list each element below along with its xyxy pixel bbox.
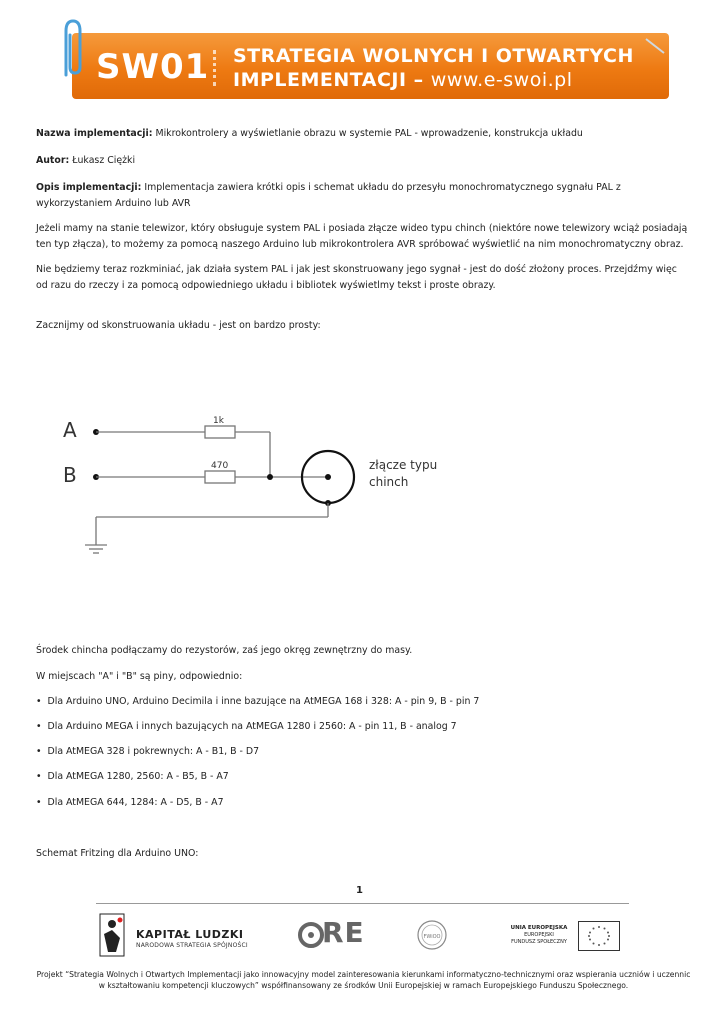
bullet-icon: • <box>36 797 42 808</box>
kapital-ludzki-subtitle: NARODOWA STRATEGIA SPÓJNOŚCI <box>136 942 248 949</box>
footer-divider <box>96 903 629 904</box>
implementation-name <box>36 126 691 142</box>
resistor-470 <box>205 471 235 483</box>
paragraph-skip-theory: Nie będziemy teraz rozkminiać, jak działa system PAL i jak jest skonstruowany jego sygnał - jest do dość złożony proces. Przejdźmy więc od razu do rzeczy i za pomocą odpowiedniego układu i bibliotek wyświetlmy tekst i proste obrazy. <box>36 264 677 291</box>
name-label: Nazwa implementacji: <box>36 128 153 139</box>
description-value: Implementacja zawiera krótki opis i schemat układu do przesyłu monochromatycznego sygnału PAL z wykorzystaniem Arduino lub AVR <box>36 182 621 209</box>
header-site-link[interactable]: www.e-swoi.pl <box>430 69 573 91</box>
resistor-470-label: 470 <box>211 461 229 471</box>
circuit-diagram <box>55 405 455 575</box>
implementation-description <box>36 180 691 212</box>
list-item: • Dla AtMEGA 1280, 2560: A - B5, B - A7 <box>36 771 229 782</box>
paragraph-fritzing: Schemat Fritzing dla Arduino UNO: <box>36 848 199 859</box>
bullet-icon: • <box>36 696 42 707</box>
document-body <box>36 126 691 303</box>
list-item: • Dla Arduino MEGA i innych bazujących na AtMEGA 1280 i 2560: A - pin 11, B - analog 7 <box>36 721 457 732</box>
paragraph-wiring: Środek chincha podłączamy do rezystorów, zaś jego okręg zewnętrzny do masy. <box>36 645 413 656</box>
list-item: • Dla AtMEGA 328 i pokrewnych: A - B1, B - D7 <box>36 746 260 757</box>
author-value: Łukasz Ciężki <box>69 155 136 166</box>
ore-logo-icon <box>298 920 324 950</box>
description-label: Opis implementacji: <box>36 182 142 193</box>
logo-separator <box>213 50 219 86</box>
connector-label-line1: złącze typu <box>369 458 438 472</box>
bullet-icon: • <box>36 771 42 782</box>
chinch-center-node <box>325 474 331 480</box>
ue-title: UNIA EUROPEJSKA <box>510 925 568 931</box>
name-value: Mikrokontrolery a wyświetlanie obrazu w systemie PAL - wprowadzenie, konstrukcja układu <box>152 128 583 139</box>
header-title-line1: STRATEGIA WOLNYCH I OTWARTYCH <box>233 45 634 67</box>
list-item: • Dla AtMEGA 644, 1284: A - D5, B - A7 <box>36 797 224 808</box>
fwioo-seal-icon <box>416 918 448 952</box>
swoi-logo: SW01 <box>96 47 210 87</box>
author <box>36 153 691 169</box>
kapital-ludzki-title: KAPITAŁ LUDZKI <box>136 928 244 941</box>
header-title-dash: – <box>406 69 431 91</box>
paragraph-intro: Jeżeli mamy na stanie telewizor, który obsługuje system PAL i posiada złącze wideo typu chinch (niektóre nowe telewizory wciąż posiadają ten typ złącza), to możemy za pomocą naszego Arduino lub mikrokontrolera AVR spróbować wyświetlić na nim monochromatyczny obraz. <box>36 223 688 250</box>
pen-icon <box>644 37 668 57</box>
resistor-1k-label: 1k <box>213 416 224 426</box>
page-number: 1 <box>356 885 363 896</box>
pin-b-label: B <box>63 463 77 487</box>
ue-line2: EUROPEJSKI <box>524 932 554 938</box>
author-label: Autor: <box>36 155 70 166</box>
connector-label-line2: chinch <box>369 475 409 489</box>
paragraph-pins-intro: W miejscach "A" i "B" są piny, odpowiednio: <box>36 671 243 682</box>
kapital-ludzki-icon <box>94 912 130 958</box>
pin-a-label: A <box>63 418 77 442</box>
header-title-line2: IMPLEMENTACJI <box>233 69 407 91</box>
ue-line3: FUNDUSZ SPOŁECZNY <box>511 939 567 945</box>
header-title <box>233 44 634 92</box>
junction-node <box>267 474 273 480</box>
paperclip-icon <box>58 17 88 79</box>
footer-note: Projekt “Strategia Wolnych i Otwartych Implementacji jako innowacyjny model zainteresowania kierunkami informatyczno-technicznymi oraz wspierania uczniów i uczennic w kształtowaniu kompetencji kluczowych” współfinansowany ze środków Unii Europejskiej w ramach Europejskiego Funduszu Społecznego. <box>36 970 691 990</box>
ore-logo-text: RE <box>322 916 365 949</box>
bullet-icon: • <box>36 721 42 732</box>
resistor-1k <box>205 426 235 438</box>
paragraph-build-circuit: Zacznijmy od skonstruowania układu - jest on bardzo prosty: <box>36 320 321 331</box>
bullet-icon: • <box>36 746 42 757</box>
seal-text: FWiOO <box>423 934 441 940</box>
list-item: • Dla Arduino UNO, Arduino Decimila i inne bazujące na AtMEGA 168 i 328: A - pin 9, B - pin 7 <box>36 696 480 707</box>
eu-flag-icon <box>578 921 620 951</box>
